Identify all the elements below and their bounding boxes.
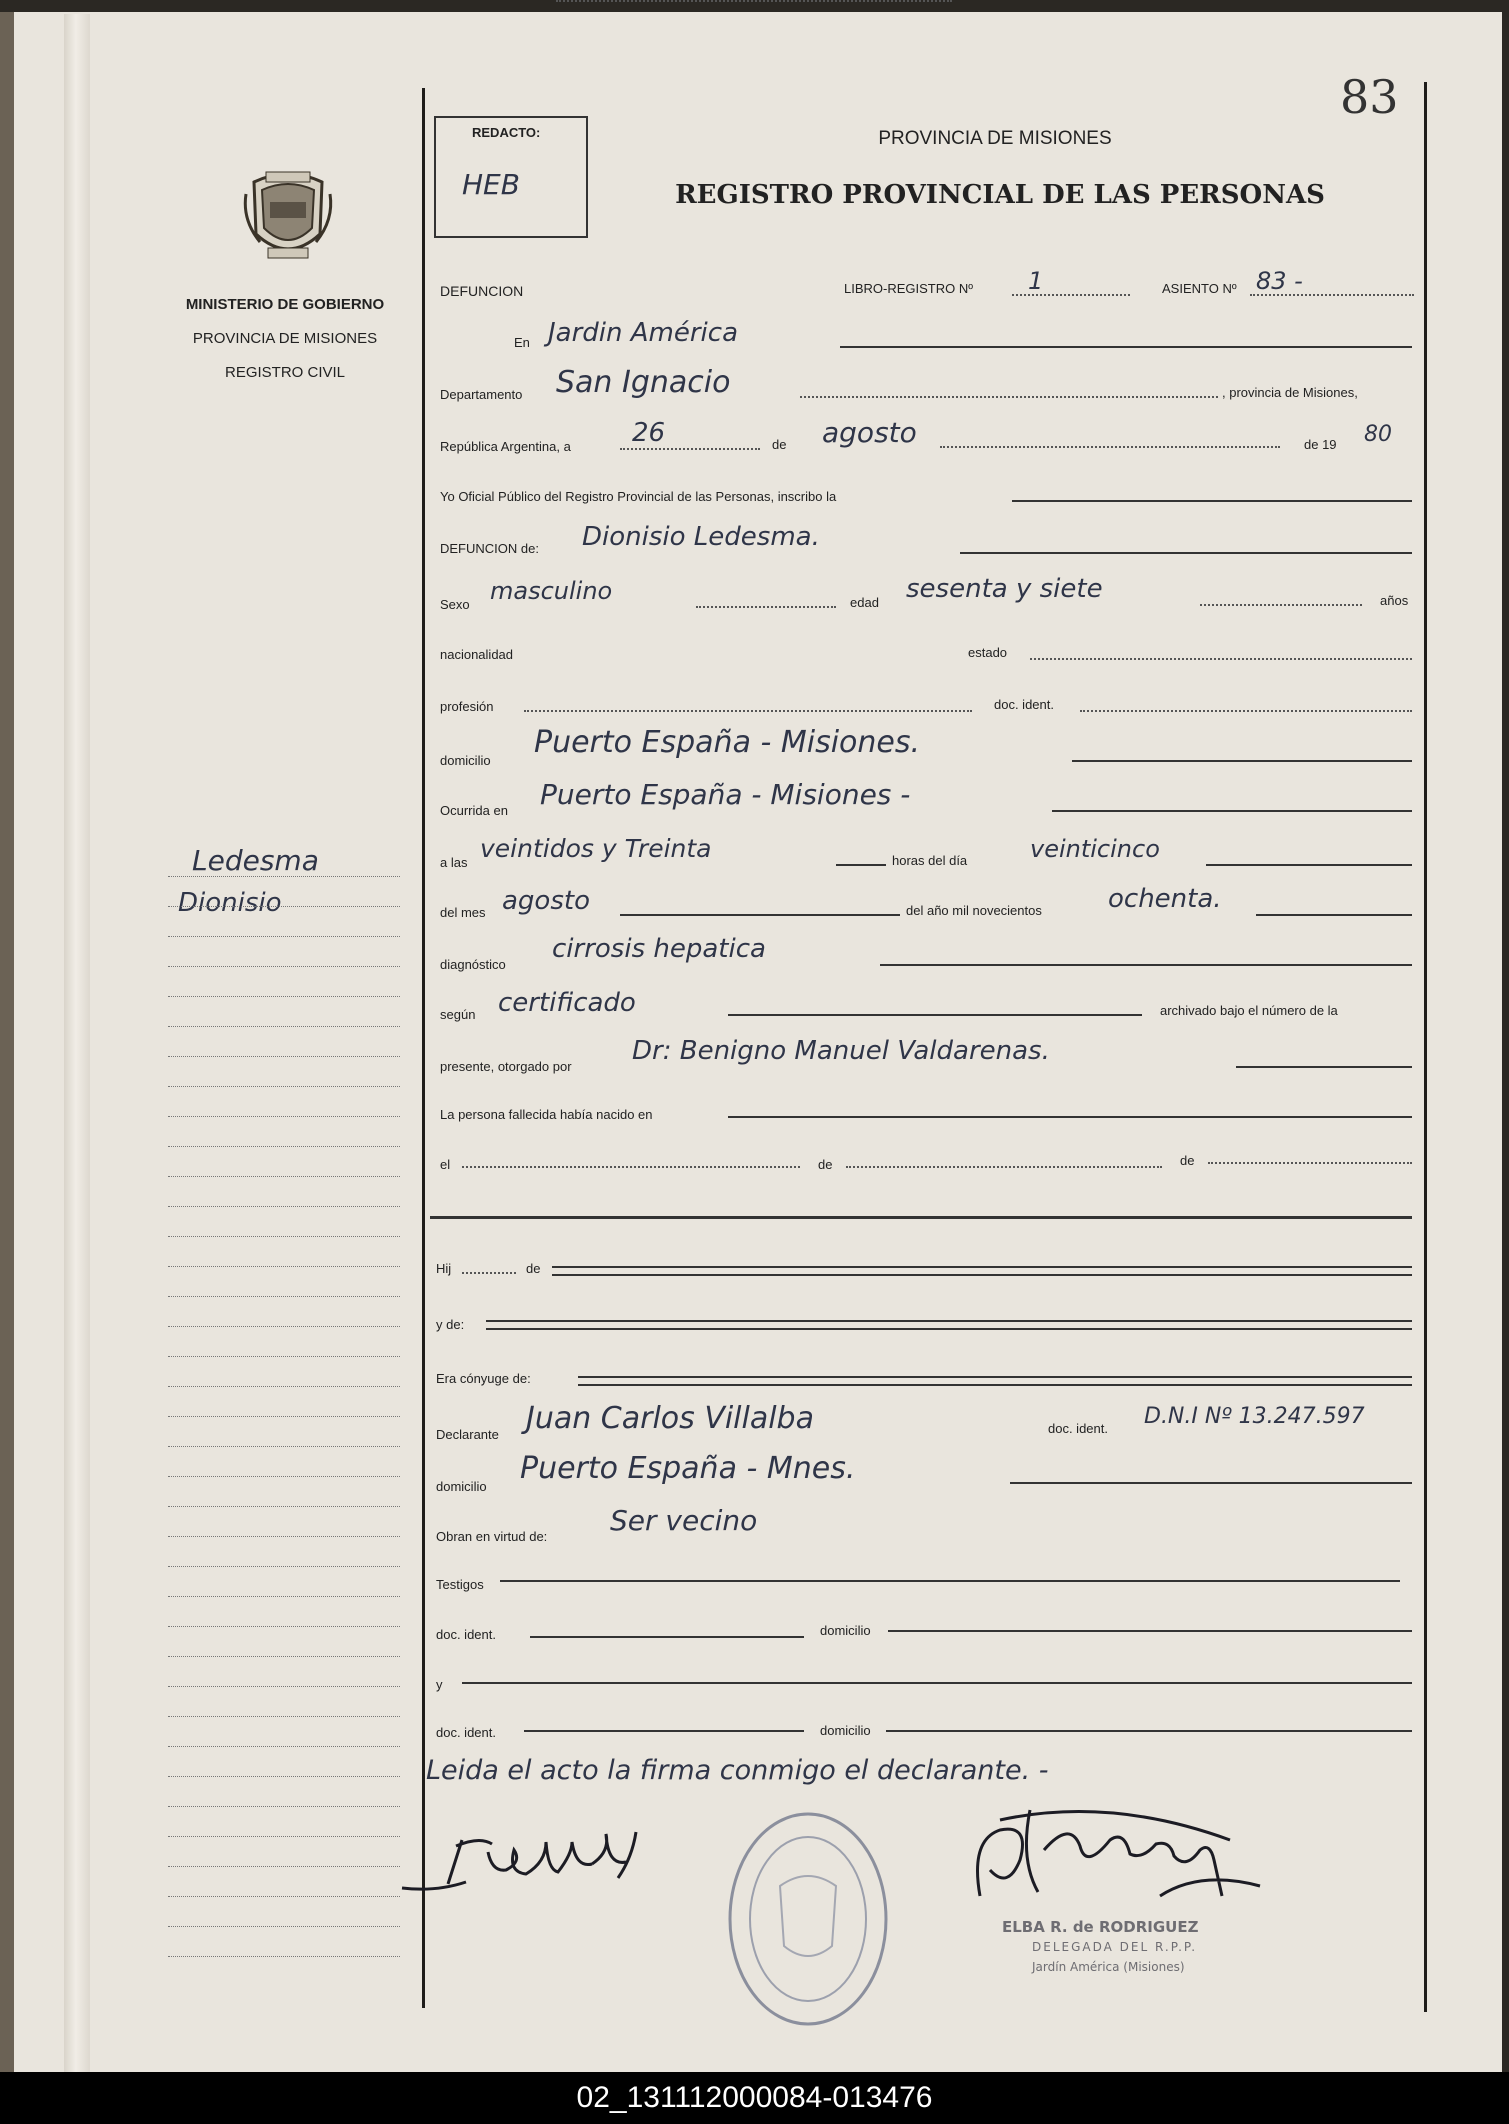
nacido-label: La persona fallecida había nacido en [440, 1107, 653, 1122]
coat-of-arms-seal [240, 164, 336, 266]
margin-line [168, 1656, 400, 1657]
year-value: 80 [1364, 422, 1392, 447]
margin-line [168, 1446, 400, 1447]
header-province: PROVINCIA DE MISIONES [878, 128, 1112, 149]
margin-line [168, 1266, 400, 1267]
declarante-label: Declarante [436, 1427, 499, 1442]
defuncion-de-label: DEFUNCION de: [440, 541, 539, 556]
margin-line [168, 1476, 400, 1477]
a-las-label: a las [440, 855, 468, 870]
doc-ident-label: doc. ident. [994, 697, 1054, 712]
conyuge-label: Era cónyuge de: [436, 1371, 531, 1386]
month-value: agosto [822, 416, 917, 449]
margin-line [168, 1386, 400, 1387]
margin-line [168, 1176, 400, 1177]
official-signature [960, 1800, 1280, 1920]
t-dom2-label: domicilio [820, 1723, 871, 1738]
sexo-value: masculino [490, 577, 613, 605]
provincia-label: , provincia de Misiones, [1222, 385, 1358, 400]
margin-line [168, 1776, 400, 1777]
ocurrida-value: Puerto España - Misiones - [540, 778, 911, 811]
ministry-province: PROVINCIA DE MISIONES [192, 330, 378, 347]
page-fold [64, 14, 90, 2072]
t-doc2-label: doc. ident. [436, 1725, 496, 1740]
ministry-name: MINISTERIO DE GOBIERNO [185, 296, 385, 313]
presente-label: presente, otorgado por [440, 1059, 572, 1074]
horas-label: horas del día [892, 853, 968, 868]
anos-label: años [1380, 593, 1409, 608]
segun-label: según [440, 1007, 476, 1022]
profesion-label: profesión [440, 699, 494, 714]
de-hijo-label: de [526, 1261, 541, 1276]
dom-decl-label: domicilio [436, 1479, 487, 1494]
departamento-label: Departamento [440, 387, 523, 402]
margin-line [168, 876, 400, 877]
image-caption: 02_131112000084-013476 [576, 2081, 933, 2114]
margin-line [168, 1116, 400, 1117]
archivado-label: archivado bajo el número de la [1160, 1003, 1338, 1018]
presente-value: Dr: Benigno Manuel Valdarenas. [632, 1036, 1050, 1066]
en-label: En [514, 335, 530, 350]
margin-line [168, 966, 400, 967]
margin-line [168, 1506, 400, 1507]
redacto-initials: HEB [462, 168, 520, 201]
deceased-name: Dionisio Ledesma. [582, 522, 820, 552]
margin-line [168, 1716, 400, 1717]
form-left-border [422, 88, 425, 2008]
margin-line [168, 1026, 400, 1027]
margin-line [168, 996, 400, 997]
margin-line [168, 1206, 400, 1207]
margin-line [168, 1326, 400, 1327]
margin-line [168, 1896, 400, 1897]
margin-line [168, 1626, 400, 1627]
margin-line [168, 1236, 400, 1237]
a-las-value: veintidos y Treinta [480, 834, 712, 863]
margin-line [168, 1866, 400, 1867]
margin-line [168, 1296, 400, 1297]
margin-note-given-name: Dionisio [178, 888, 282, 918]
edad-label: edad [850, 595, 879, 610]
margin-line [168, 1746, 400, 1747]
estado-label: estado [968, 645, 1008, 660]
delegate-stamp [1002, 1918, 1262, 2008]
hijo-label: Hij [436, 1261, 452, 1276]
official-round-seal [724, 1806, 892, 2032]
mes-value: agosto [502, 886, 590, 916]
margin-line [168, 1056, 400, 1057]
yo-oficial-text: Yo Oficial Público del Registro Provincial de las Personas, inscribo la [440, 489, 837, 504]
obran-value: Ser vecino [610, 1504, 758, 1537]
dom-decl-value: Puerto España - Mnes. [520, 1451, 856, 1486]
form-right-border [1424, 82, 1427, 2012]
declarante-doc-value: D.N.I Nº 13.247.597 [1144, 1404, 1365, 1429]
margin-line [168, 1416, 400, 1417]
margin-line [168, 1686, 400, 1687]
closing-statement: Leida el acto la firma conmigo el declarante. - [426, 1755, 1049, 1786]
margin-line [168, 1566, 400, 1567]
ano-value: ochenta. [1108, 884, 1222, 914]
departamento-value: San Ignacio [556, 365, 731, 400]
t-doc1-label: doc. ident. [436, 1627, 496, 1642]
del-mes-label: del mes [440, 905, 486, 920]
stamp-line-2: DELEGADA DEL R.P.P. [1032, 1940, 1198, 1954]
redacto-label: REDACTO: [472, 125, 541, 140]
asiento-label: ASIENTO Nº [1162, 281, 1237, 296]
domicilio-label: domicilio [440, 753, 491, 768]
dia-value: veinticinco [1030, 835, 1160, 863]
edad-value: sesenta y siete [906, 574, 1103, 604]
margin-note-surname: Ledesma [192, 844, 319, 877]
ministry-office: REGISTRO CIVIL [224, 364, 346, 381]
domicilio-value: Puerto España - Misiones. [534, 725, 921, 760]
margin-line [168, 1956, 400, 1957]
margin-line [168, 1596, 400, 1597]
y-label: y [436, 1677, 443, 1692]
margin-line [168, 1356, 400, 1357]
obran-label: Obran en virtud de: [436, 1529, 548, 1544]
nacionalidad-label: nacionalidad [440, 647, 514, 662]
day-value: 26 [632, 418, 666, 448]
segun-value: certificado [498, 988, 636, 1018]
sexo-label: Sexo [440, 597, 470, 612]
libro-value: 1 [1028, 267, 1044, 295]
de-label: de [772, 437, 787, 452]
margin-line [168, 1926, 400, 1927]
margin-line [168, 1086, 400, 1087]
testigos-label: Testigos [436, 1577, 484, 1592]
de3-label: de [1180, 1153, 1195, 1168]
margin-line [168, 1536, 400, 1537]
ocurrida-label: Ocurrida en [440, 803, 508, 818]
diagnostico-value: cirrosis hepatica [552, 934, 766, 964]
el-label: el [440, 1157, 451, 1172]
header-title: REGISTRO PROVINCIAL DE LAS PERSONAS [675, 180, 1325, 210]
margin-line [168, 1806, 400, 1807]
republica-label: República Argentina, a [440, 439, 571, 454]
margin-line [168, 936, 400, 937]
declarante-doc-label: doc. ident. [1048, 1421, 1108, 1436]
libro-label: LIBRO-REGISTRO Nº [844, 281, 973, 296]
declarante-value: Juan Carlos Villalba [526, 1401, 814, 1436]
asiento-value: 83 - [1256, 267, 1303, 295]
stamp-line-3: Jardín América (Misiones) [1032, 1960, 1185, 1974]
de2-label: de [818, 1157, 833, 1172]
del-ano-label: del año mil novecientos [906, 903, 1042, 918]
y-de-label: y de: [436, 1317, 465, 1332]
t-dom1-label: domicilio [820, 1623, 871, 1638]
year-prefix: de 19 [1304, 437, 1337, 452]
margin-line [168, 1146, 400, 1147]
margin-line [168, 1836, 400, 1837]
page-number: 83 [1340, 70, 1399, 124]
en-value: Jardin América [548, 318, 739, 348]
declarant-signature [396, 1822, 656, 1902]
diagnostico-label: diagnóstico [440, 957, 506, 972]
defuncion-label: DEFUNCION [440, 283, 524, 299]
margin-line [168, 906, 400, 907]
stamp-line-1: ELBA R. de RODRIGUEZ [1002, 1918, 1199, 1936]
